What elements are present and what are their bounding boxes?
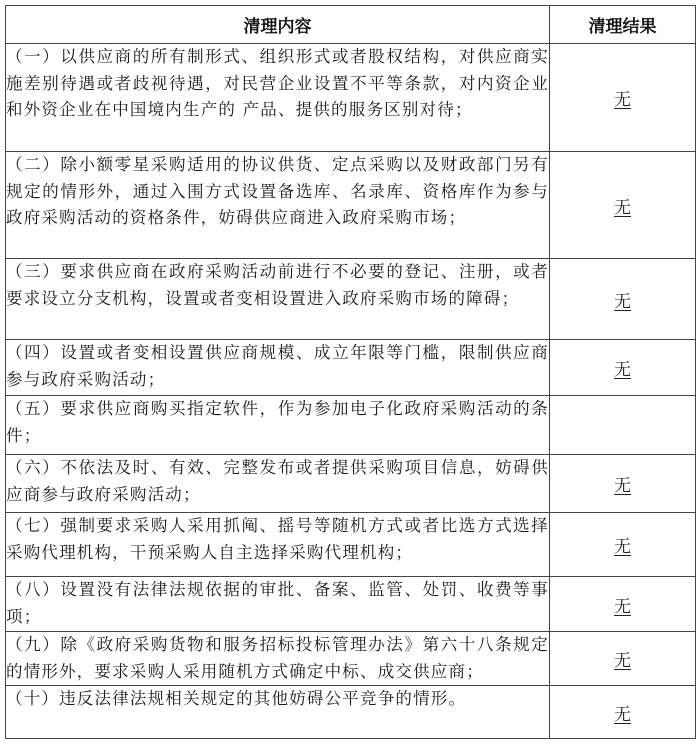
- header-row: [6, 6, 696, 44]
- table-row: [6, 632, 696, 686]
- result-value: 无: [614, 596, 631, 617]
- header-result: 清理结果: [550, 6, 696, 44]
- table-row: [6, 396, 696, 455]
- row-content: （五）要求供应商购买指定软件，作为参加电子化政府采购活动的条件；: [6, 396, 550, 455]
- table-row: [6, 686, 696, 739]
- row-result: [550, 513, 696, 577]
- result-value: 无: [614, 537, 631, 557]
- row-result: [550, 259, 696, 340]
- row-result: [550, 632, 696, 686]
- row-content: （七）强制要求采购人采用抓阄、摇号等随机方式或者比选方式选择采购代理机构，干预采购人自主选择采购代理机构；: [6, 513, 550, 577]
- row-result: [550, 455, 696, 513]
- row-content: （十）违反法律法规相关规定的其他妨碍公平竞争的情形。: [6, 686, 550, 739]
- row-content: （八）设置没有法律法规依据的审批、备案、监管、处罚、收费等事项；: [6, 577, 550, 632]
- table-row: [6, 455, 696, 513]
- result-value: 无: [614, 197, 631, 218]
- row-content: （一）以供应商的所有制形式、组织形式或者股权结构，对供应商实施差别待遇或者歧视待遇，对民营企业设置不平等条款，对内资企业和外资企业在中国境内生产的 产品、提供的服务区别对待；: [6, 44, 550, 152]
- row-content: （四）设置或者变相设置供应商规模、成立年限等门槛，限制供应商参与政府采购活动；: [6, 340, 550, 396]
- table-row: [6, 259, 696, 340]
- row-result: [550, 152, 696, 259]
- row-result: [550, 44, 696, 152]
- result-value: 无: [614, 651, 631, 671]
- result-value: 无: [614, 360, 631, 380]
- result-value: 无: [614, 704, 631, 725]
- table-row: [6, 152, 696, 259]
- table-row: [6, 44, 696, 152]
- review-table: [5, 5, 696, 739]
- row-content: （二）除小额零星采购适用的协议供货、定点采购以及财政部门另有规定的情形外，通过入围方式设置备选库、名录库、资格库作为参与政府采购活动的资格条件，妨碍供应商进入政府采购市场；: [6, 152, 550, 259]
- row-content: （三）要求供应商在政府采购活动前进行不必要的登记、注册，或者要求设立分支机构，设置或者变相设置进入政府采购市场的障碍；: [6, 259, 550, 340]
- result-value: 无: [614, 291, 631, 312]
- row-content: （九）除《政府采购货物和服务招标投标管理办法》第六十八条规定的情形外，要求采购人采用随机方式确定中标、成交供应商；: [6, 632, 550, 686]
- row-result: [550, 396, 696, 455]
- row-content: （六）不依法及时、有效、完整发布或者提供采购项目信息，妨碍供应商参与政府采购活动；: [6, 455, 550, 513]
- result-value: 无: [614, 476, 631, 496]
- result-value: 无: [614, 90, 631, 110]
- row-result: [550, 686, 696, 739]
- header-content: 清理内容: [6, 6, 550, 44]
- table-row: [6, 513, 696, 577]
- row-result: [550, 340, 696, 396]
- table-row: [6, 340, 696, 396]
- table-row: [6, 577, 696, 632]
- row-result: [550, 577, 696, 632]
